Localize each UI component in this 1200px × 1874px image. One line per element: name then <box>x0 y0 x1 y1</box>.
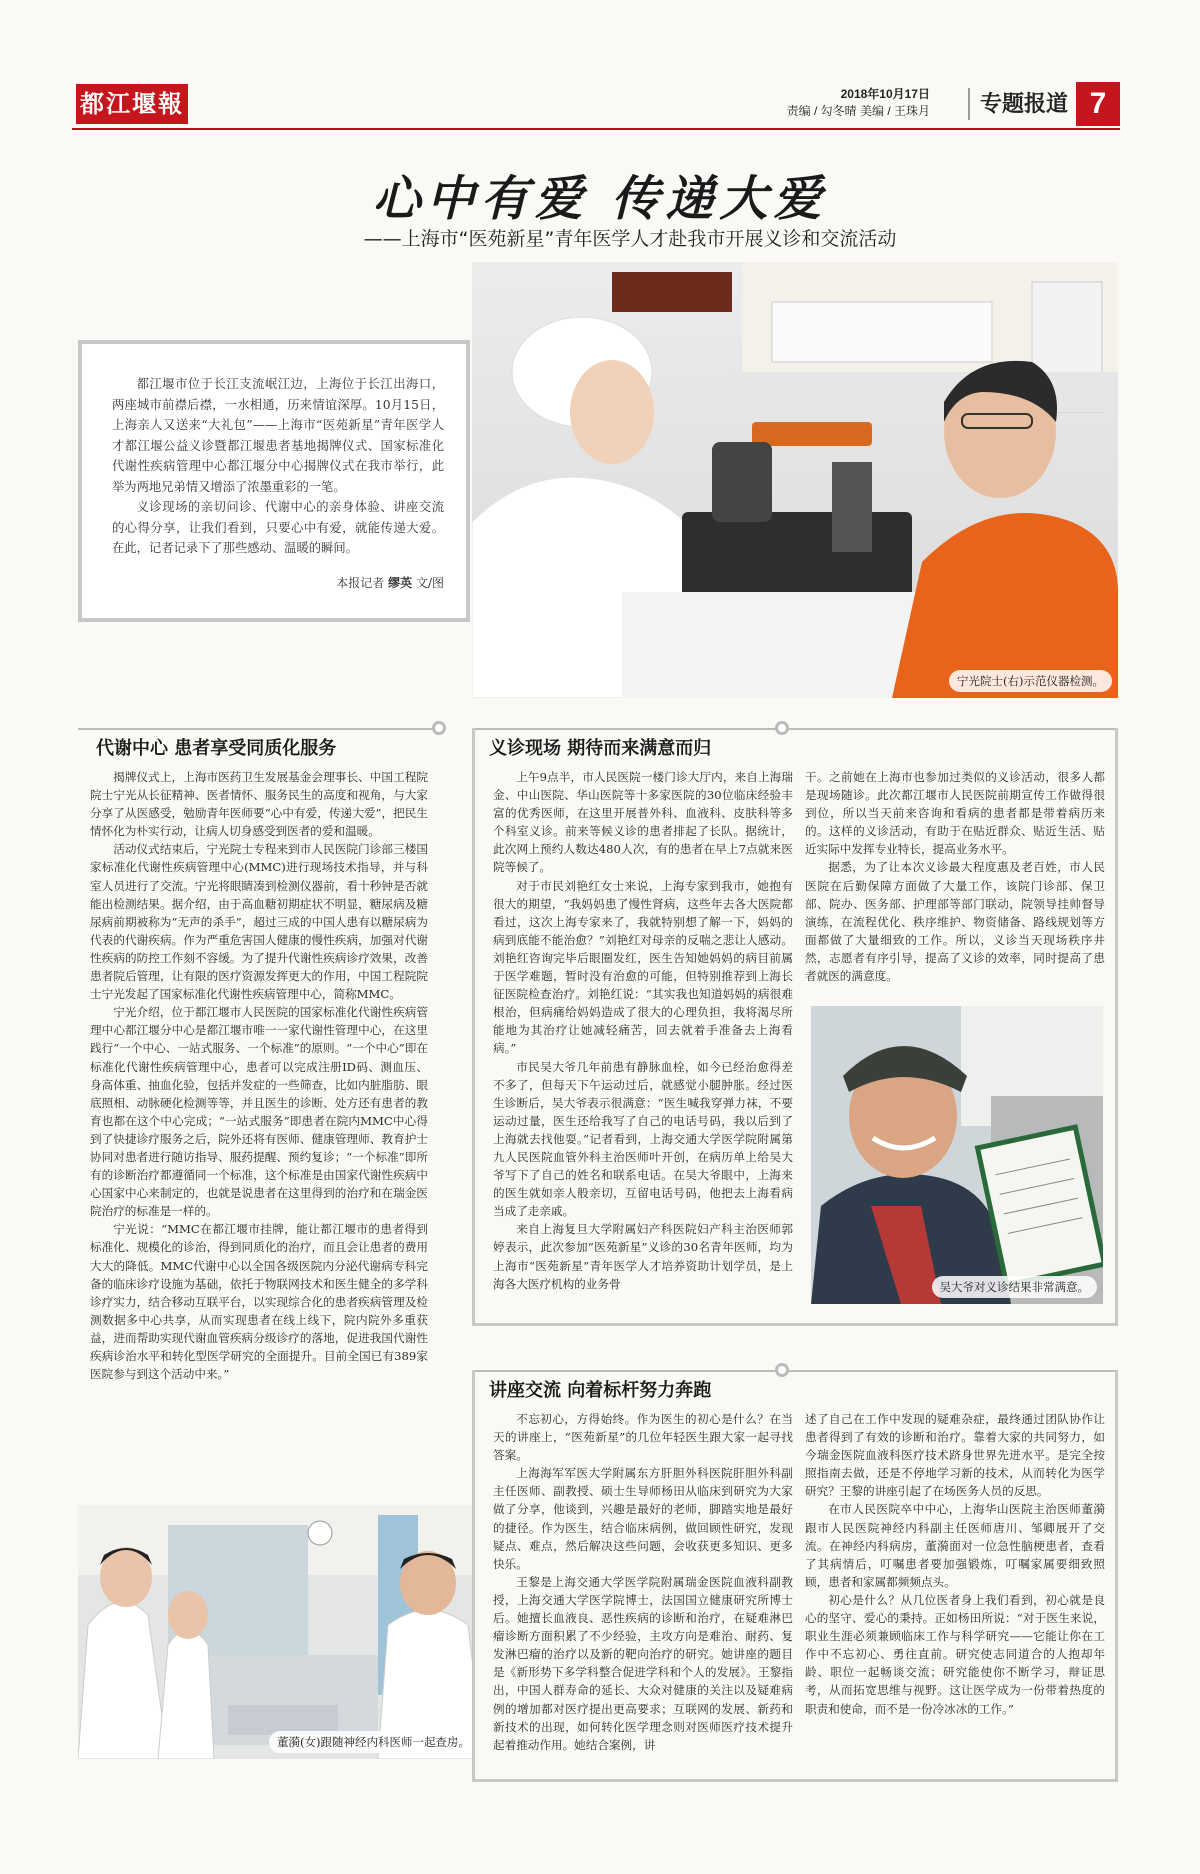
intro-paragraph: 义诊现场的亲切问诊、代谢中心的亲身体验、讲座交流的心得分享，让我们看到，只要心中有爱，就能传递大爱。在此，记者记录下了那些感动、温暖的瞬间。 <box>112 500 444 555</box>
photo-caption: 吴大爷对义诊结果非常满意。 <box>932 1276 1098 1298</box>
headline: 心中有爱 传递大爱 <box>372 171 828 227</box>
clinic-col-1 <box>493 768 793 1293</box>
elder-photo <box>811 1006 1103 1304</box>
issue-info <box>787 86 930 120</box>
main-photo <box>472 262 1118 698</box>
paragraph: 来自上海复旦大学附属妇产科医院妇产科主治医师郭婷表示，此次参加“医苑新星”义诊的30名青年医师，均为上海市“医苑新星”青年医学人才培养资助计划学员，是上海各大医疗机构的业务骨 <box>493 1222 793 1291</box>
section-lecture <box>472 1370 1118 1782</box>
paragraph: 上午9点半，市人民医院一楼门诊大厅内，来自上海瑞金、中山医院、华山医院等十多家医院的30位临床经验丰富的优秀医师，在这里开展普外科、血液科、皮肤科等多个科室义诊。前来等候义诊的患者排起了长队。据统计，此次网上预约人数达480人次，有的患者在早上7点就来医院等候了。 <box>493 770 793 875</box>
section-clinic <box>472 728 1118 1326</box>
paragraph: 揭牌仪式上，上海市医药卫生发展基金会理事长、中国工程院院士宁光从长征精神、医者情怀、服务民生的高度和视角，与大家分享了从医感受，勉励青年医师要“心中有爱，传递大爱”，把民生情怀化为朴实行动，让病人切身感受到医者的爱和温暖。 <box>90 770 428 839</box>
lecture-col-1 <box>493 1410 793 1754</box>
section-header <box>475 1370 1115 1404</box>
section-title: 代谢中心 患者享受同质化服务 <box>96 734 346 760</box>
subtitle: ——上海市“医苑新星”青年医学人才赴我市开展义诊和交流活动 <box>363 228 897 250</box>
paragraph: 市民吴大爷几年前患有静脉血栓，如今已经治愈得差不多了，但每天下午运动过后，就感觉小腿肿胀。经过医生诊断后，吴大爷表示很满意：“医生喊我穿弹力袜，不要运动过量，医生还给我写了自己的电话号码，我以后到了上海就去找他耍。”记者看到，上海交通大学医学院附属第九人民医院血管外科主治医师叶开创，在病历单上给吴大爷写下了自己的姓名和联系电话。在吴大爷眼中，上海来的医生就如亲人般亲切，互留电话号码，他把去上海看病当成了走亲戚。 <box>493 1059 793 1219</box>
section-name: 专题报道 <box>968 88 1068 120</box>
masthead <box>72 82 1120 130</box>
section-marker <box>432 721 446 735</box>
paragraph: 王黎是上海交通大学医学院附属瑞金医院血液科副教授，上海交通大学医学院博士，法国国立健康研究所博士后。她擅长血液良、恶性疾病的诊断和治疗，在疑难淋巴瘤诊断方面积累了不少经验，主攻方向是难治、耐药、复发淋巴瘤的治疗以及新的靶向治疗的研究。她讲座的题目是《新形势下多学科整合促进学科和个人的发展》。王黎指出，中国人群寿命的延长、大众对健康的关注以及疑难病例的增加都对医疗提出更高要求；互联网的发展、新药和新技术的出现，如何转化医学理念则对医师医疗技术提升起着推动作用。她结合案例，讲 <box>493 1574 793 1752</box>
intro-box <box>78 340 470 622</box>
lecture-col-2 <box>805 1410 1105 1718</box>
section-marker <box>775 1363 789 1377</box>
section-metabolic <box>78 728 440 1490</box>
section-title: 义诊现场 期待而来满意而归 <box>489 734 721 760</box>
paragraph: 活动仪式结束后，宁光院士专程来到市人民医院门诊部三楼国家标准化代谢性疾病管理中心(MMC)进行现场技术指导，并与科室人员进行了交流。宁光将眼睛凑到检测仪器前，看十秒钟是否就能出检测结果。据介绍，由于高血糖初期症状不明显，糖尿病及糖尿病前期被称为“无声的杀手”，超过三成的中国人患有以糖尿病为代表的代谢疾病。作为严重危害国人健康的慢性疾病，加强对代谢性疾病的防控工作刻不容缓。为了提升代谢性疾病诊疗效果，改善患者院后管理，让有限的医疗资源发挥更大的作用，中国工程院院士宁光发起了国家标准化代谢性疾病管理中心，简称MMC。 <box>90 842 428 1002</box>
reporter-name: 缪英 <box>388 575 413 590</box>
paragraph: 宁光介绍，位于都江堰市人民医院的国家标准化代谢性疾病管理中心都江堰分中心是都江堰市唯一一家代谢性管理中心，在这里践行“一个中心、一站式服务、一个标准”的原则。“一个中心”即在标准化代谢性疾病管理中心，患者可以完成注册ID码、测血压、身高体重、抽血化验，包括并发症的一些筛查，比如内脏脂肪、眼底照相、动脉硬化检测等等，并且医生的诊断、处方还有患者的教育也都在这个中心完成；“一站式服务”即患者在院内MMC中心得到了快捷诊疗服务之后，院外还将有医师、健康管理师、教育护士协同对患者进行随访指导、服药提醒、预约复诊；“一个标准”即所有的诊断治疗都遵循同一个标准，这个标准是由国家代谢性疾病中心国家中心来制定的，也就是说患者在这里得到的治疗和在瑞金医院治疗的标准是一样的。 <box>90 1005 428 1219</box>
byline: 本报记者 缪英 文/图 <box>336 575 444 590</box>
ward-photo <box>78 1505 484 1759</box>
paragraph: 对于市民刘艳红女士来说，上海专家到我市，她抱有很大的期望，“我妈妈患了慢性肾病，这些年去各大医院都看过，这次上海专家来了，我就特别想了解一下，妈妈的病到底能不能治愈？”刘艳红对母亲的反喘之悲让人感动。刘艳红咨询完毕后眼圈发红，医生告知她妈妈的病目前属于医学难题，暂时没有治愈的可能，但特别推荐到上海长征医院检查治疗。刘艳红说：“其实我也知道妈妈的病很难根治，但病痛给妈妈造成了很大的心理负担，我将渴尽所能地为其治疗让她减轻痛苦，回去就着手准备去上海看病。” <box>493 878 793 1056</box>
section-body <box>78 762 440 1383</box>
elder-photo-image <box>811 1006 1103 1304</box>
section-header <box>78 728 440 762</box>
paragraph: 干。之前她在上海市也参加过类似的义诊活动，很多人都是现场随诊。此次都江堰市人民医院前期宣传工作做得很到位，所以当天前来咨询和看病的患者都是带着病历来的。这样的义诊活动，有助于在贴近群众、贴近生活、贴近实际中发挥专业特长，提高业务水平。 <box>805 770 1105 857</box>
section-title: 讲座交流 向着标杆努力奔跑 <box>489 1376 721 1402</box>
ward-photo-image <box>78 1505 484 1759</box>
paragraph: 在市人民医院卒中中心，上海华山医院主治医师董漪跟市人民医院神经内科副主任医师唐川、邹卿展开了交流。在神经内科病房，董漪面对一位急性脑梗患者，查看了其病情后，叮嘱患者要加强锻炼，叮嘱家属要细致照顾，患者和家属都频频点头。 <box>805 1502 1105 1589</box>
photo-caption: 董漪(女)跟随神经内科医师一起查房。 <box>269 1731 478 1753</box>
main-photo-image <box>472 262 1118 698</box>
paragraph: 述了自己在工作中发现的疑难杂症，最终通过团队协作让患者得到了有效的诊断和治疗。靠着大家的共同努力，如今瑞金医院血液科医疗技术跻身世界先进水平。是完全按照指南去做，还是不停地学习新的技术，从而转化为医学研究？王黎的讲座引起了在场医务人员的反思。 <box>805 1412 1105 1499</box>
page-number: 7 <box>1076 82 1120 126</box>
paragraph: 不忘初心，方得始终。作为医生的初心是什么？在当天的讲座上，“医苑新星”的几位年轻医生跟大家一起寻找答案。 <box>493 1412 793 1463</box>
paragraph: 初心是什么？从几位医者身上我们看到，初心就是良心的坚守、爱心的秉持。正如杨田所说：“对于医生来说，职业生涯必须兼顾临床工作与科学研究——它能让你在工作中不忘初心、勇往直前。研究使志同道合的人抱却年龄、职位一起畅谈交流；研究能使你不断学习，辩证思考，从而拓宽思维与视野。这让医学成为一份带着热度的职责和使命，而不是一份冷冰冰的工作。” <box>805 1592 1105 1716</box>
newspaper-logo: 都江堰報 <box>76 84 188 124</box>
section-header <box>475 728 1115 762</box>
editor-credits: 责编 / 勾冬晴 美编 / 王珠月 <box>786 104 930 118</box>
paragraph: 上海海军军医大学附属东方肝胆外科医院肝胆外科副主任医师、副教授、硕士生导师杨田从临床到研究为大家做了分享，他谈到，兴趣是最好的老师，脚踏实地是最好的捷径。作为医生，结合临床病例，做回顾性研究，发现疑点、难点，然后解决这些问题，会收获更多知识、更多快乐。 <box>493 1466 793 1571</box>
intro-paragraph: 都江堰市位于长江支流岷江边，上海位于长江出海口，两座城市前襟后襟，一水相通，历来情谊深厚。10月15日，上海亲人又送来“大礼包”——上海市“医苑新星”青年医学人才都江堰公益义诊暨都江堰患者基地揭牌仪式、国家标准化代谢性疾病管理中心都江堰分中心揭牌仪式在我市举行，此举为两地兄弟情又增添了浓墨重彩的一笔。 <box>112 377 444 494</box>
paragraph: 宁光说：“MMC在都江堰市挂牌，能让都江堰市的患者得到标准化、规模化的诊治，得到同质化的治疗，而且会让患者的费用大大的降低。MMC代谢中心以全国各级医院内分泌代谢病专科完备的临床诊疗设施为基础，依托于物联网技术和医生健全的多学科诊疗实力，结合移动互联平台，以实现综合化的患者疾病管理及检测数据多中心共享，从而实现患者在线上线下，院内院外多重获益，进而帮助实现代谢血管疾病分级诊疗的落地，促进我国代谢性疾病诊治水平和转化型医学研究的全面提升。目前全国已有389家医院参与到这个活动中来。” <box>90 1222 428 1382</box>
photo-caption: 宁光院士(右)示范仪器检测。 <box>949 670 1112 692</box>
clinic-col-2 <box>805 768 1105 985</box>
section-marker <box>775 721 789 735</box>
issue-date: 2018年10月17日 <box>840 87 930 101</box>
paragraph: 据悉，为了让本次义诊最大程度惠及老百姓，市人民医院在后勤保障方面做了大量工作，该院门诊部、保卫部、院办、医务部、护理部等部门联动，院领导挂帅督导演练，在流程优化、秩序维护、物资储备、路线规划等方面都做了大量细致的工作。所以，义诊当天现场秩序井然，志愿者有序引导，提高了义诊的效率，同时提高了患者就医的满意度。 <box>805 860 1105 984</box>
